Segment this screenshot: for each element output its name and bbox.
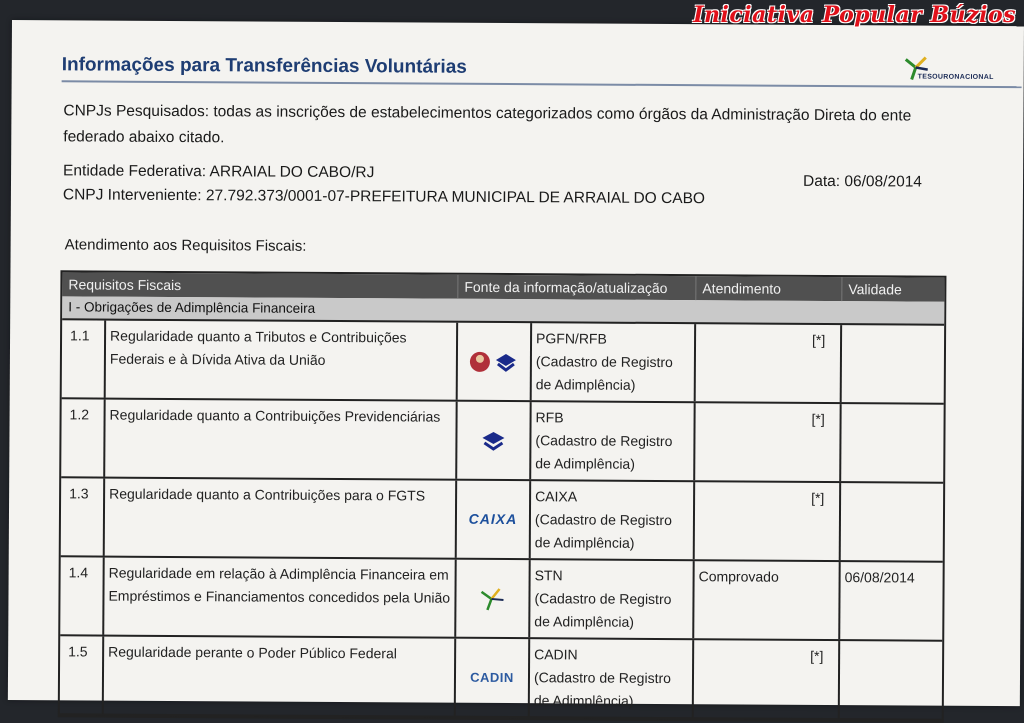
report-date: Data: 06/08/2014 xyxy=(802,172,923,191)
document-page xyxy=(8,20,1024,709)
row-source xyxy=(531,402,695,480)
header-fonte: Fonte da informação/atualização xyxy=(458,275,696,300)
rfb-icon xyxy=(478,428,508,452)
row-validade: 06/08/2014 xyxy=(844,569,915,586)
pgfn-rfb-icon xyxy=(466,347,522,375)
atendimento-value: [*] xyxy=(811,410,825,427)
row-description: Regularidade perante o Poder Público Federal xyxy=(104,637,456,716)
row-atendimento xyxy=(695,482,841,560)
entidade-federativa: Entidade Federativa: ARRAIAL DO CABO/RJ xyxy=(63,162,375,182)
source-name: STN xyxy=(534,567,563,584)
watermark-text: Iniciativa Popular Búzios xyxy=(693,2,1016,28)
row-icon-cell xyxy=(457,481,531,558)
source-detail: (Cadastro de Registro de Adimplência) xyxy=(535,353,673,393)
table-row xyxy=(61,399,943,483)
title-divider xyxy=(62,80,1022,88)
atendimento-value: [*] xyxy=(810,647,824,664)
row-description: Regularidade quanto a Contribuições para o FGTS xyxy=(105,479,457,558)
row-description: Regularidade quanto a Tributos e Contribuições Federais e à Dívida Ativa da União xyxy=(106,321,458,400)
header-validade: Validade xyxy=(848,281,902,298)
row-icon-cell xyxy=(456,639,530,716)
group-header: I - Obrigações de Adimplência Financeira xyxy=(62,296,944,325)
atendimento-value: [*] xyxy=(811,489,825,506)
logo-text: TESOURONACIONAL xyxy=(917,73,994,81)
source-name: CADIN xyxy=(534,646,578,663)
source-detail: (Cadastro de Registro de Adimplência) xyxy=(534,590,672,630)
page-title: Informações para Transferências Voluntárias xyxy=(61,54,467,78)
requisitos-table xyxy=(58,270,947,722)
table-row xyxy=(60,636,942,720)
row-number: 1.2 xyxy=(61,399,105,476)
cnpj-interveniente: CNPJ Interveniente: 27.792.373/0001-07-PREFEITURA MUNICIPAL DE ARRAIAL DO CABO xyxy=(62,186,706,208)
row-atendimento: Comprovado xyxy=(694,561,840,639)
row-validade xyxy=(841,404,943,482)
row-description: Regularidade quanto a Contribuições Previdenciárias xyxy=(105,400,457,479)
row-atendimento xyxy=(694,640,840,718)
row-source xyxy=(532,323,696,401)
row-validade xyxy=(841,483,943,561)
row-number: 1.1 xyxy=(62,320,106,397)
source-detail: (Cadastro de Registro de Adimplência) xyxy=(534,511,672,551)
row-icon-cell xyxy=(456,560,530,637)
header-requisitos: Requisitos Fiscais xyxy=(62,272,458,298)
source-detail: (Cadastro de Registro de Adimplência) xyxy=(533,669,671,709)
row-source xyxy=(530,560,694,638)
table-row xyxy=(62,320,944,404)
row-number: 1.5 xyxy=(60,636,104,713)
intro-paragraph: CNPJs Pesquisados: todas as inscrições de estabelecimentos categorizados como órgãos da Administração Direta do ente federado abaixo citado. xyxy=(63,102,912,147)
row-icon-cell xyxy=(457,402,531,479)
table-row xyxy=(60,557,942,641)
row-atendimento xyxy=(696,324,842,402)
row-source xyxy=(530,639,694,717)
source-name: PGFN/RFB xyxy=(536,330,607,347)
row-atendimento xyxy=(695,403,841,481)
atendimento-value: [*] xyxy=(812,331,826,348)
row-icon-cell xyxy=(458,323,532,400)
row-number: 1.4 xyxy=(60,557,104,634)
header-atendimento: Atendimento xyxy=(696,276,842,301)
stn-icon xyxy=(477,585,507,611)
caixa-logo-icon: CAIXA xyxy=(468,510,518,528)
section-title: Atendimento aos Requisitos Fiscais: xyxy=(64,236,307,255)
row-description: Regularidade em relação à Adimplência Financeira em Empréstimos e Financiamentos concedidos pela União xyxy=(104,558,456,637)
source-name: RFB xyxy=(535,409,564,426)
source-detail: (Cadastro de Registro de Adimplência) xyxy=(535,432,673,472)
table-row xyxy=(61,478,943,562)
cadin-logo-icon: CADIN xyxy=(470,669,514,686)
row-validade xyxy=(840,641,942,719)
row-validade xyxy=(842,325,944,403)
row-number: 1.3 xyxy=(61,478,105,555)
row-source xyxy=(531,481,695,559)
source-name: CAIXA xyxy=(535,488,578,505)
